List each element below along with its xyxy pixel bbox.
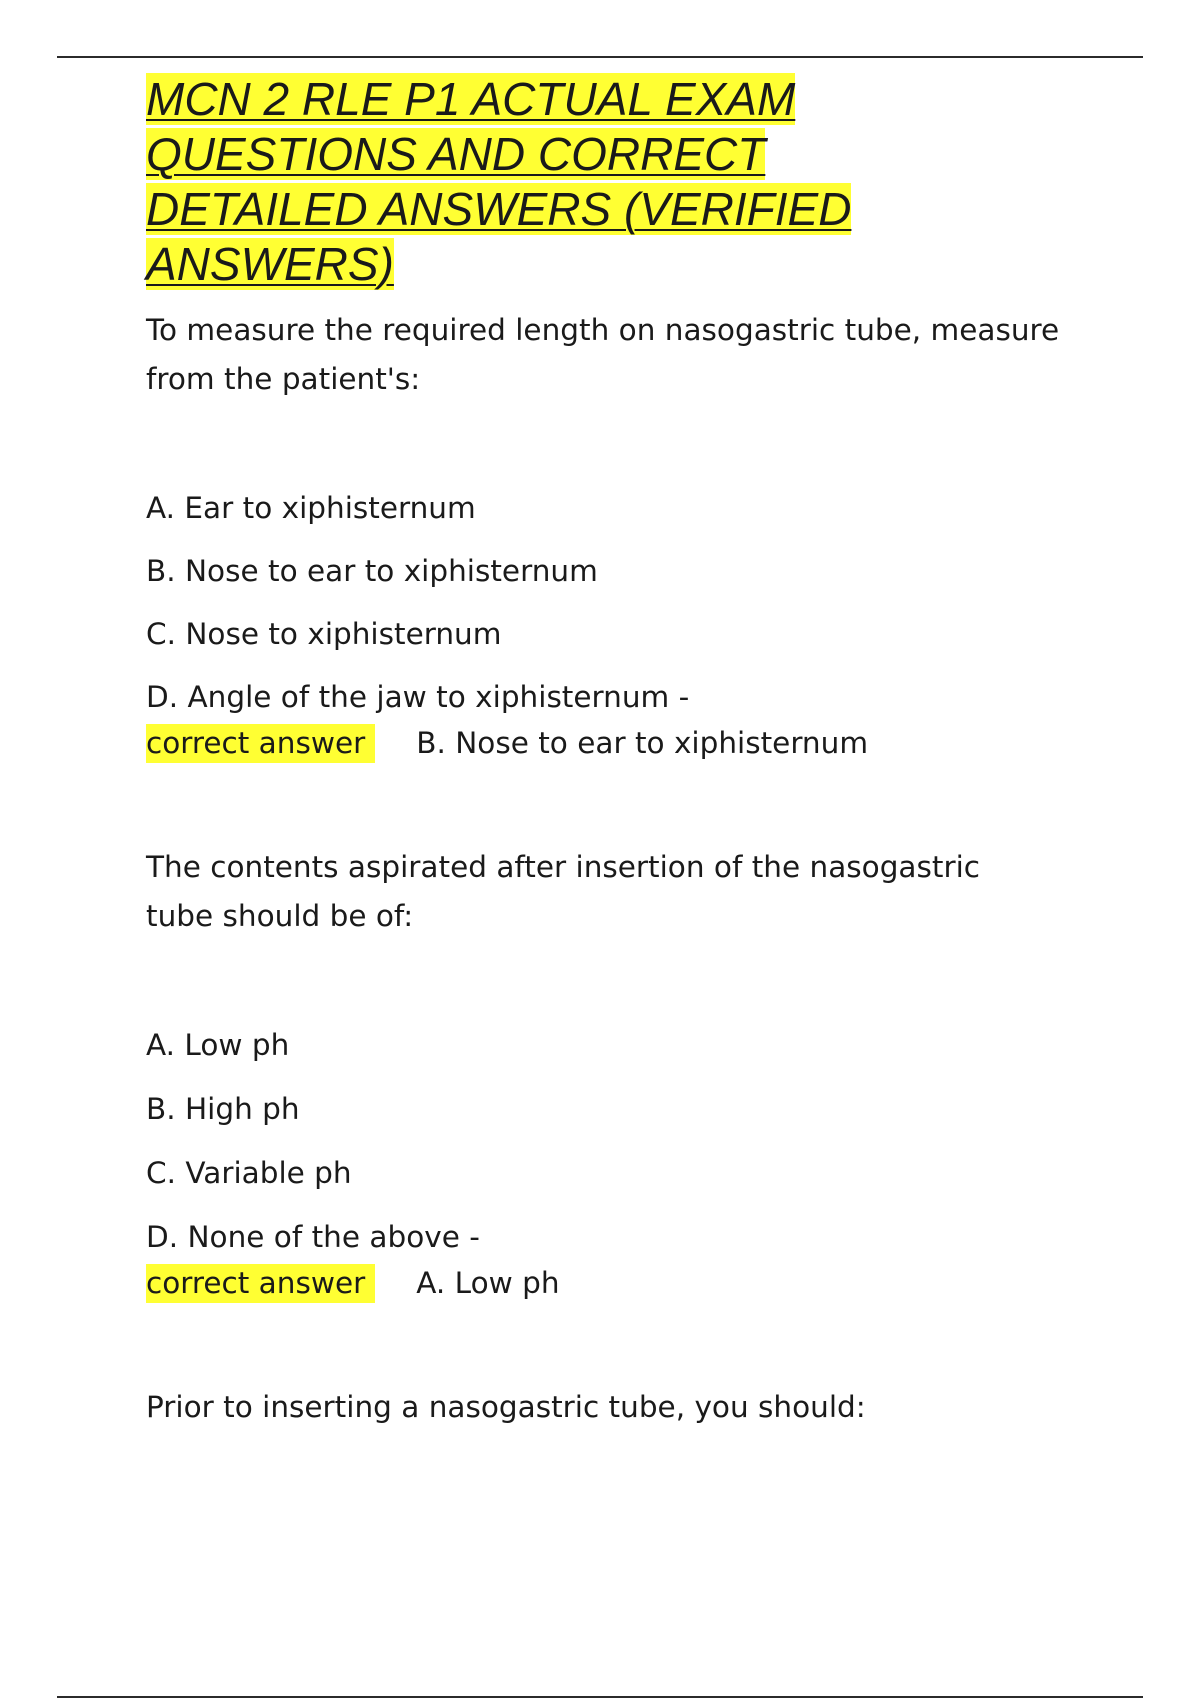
bottom-rule xyxy=(57,1696,1143,1698)
question-1-text: To measure the required length on nasogastric tube, measure from the patient's: xyxy=(146,313,1060,396)
title-line: MCN 2 RLE P1 ACTUAL EXAM xyxy=(146,73,796,125)
option-c: C. Nose to xiphisternum xyxy=(146,617,502,651)
option-a: A. Low ph xyxy=(146,1028,290,1062)
correct-answer-value: A. Low ph xyxy=(416,1266,560,1300)
correct-answer-value: B. Nose to ear to xiphisternum xyxy=(416,726,869,760)
option-d: D. None of the above - xyxy=(146,1220,480,1254)
question-2-text: The contents aspirated after insertion of the nasogastric tube should be of: xyxy=(146,850,980,933)
document-title xyxy=(146,72,1106,292)
question-2-answer xyxy=(146,1264,1106,1303)
question-1-answer xyxy=(146,724,1106,763)
option-d: D. Angle of the jaw to xiphisternum - xyxy=(146,680,690,714)
option-b: B. High ph xyxy=(146,1092,300,1126)
option-c: C. Variable ph xyxy=(146,1156,352,1190)
top-rule xyxy=(57,56,1143,58)
title-line: ANSWERS) xyxy=(146,238,394,290)
question-1-options xyxy=(146,489,1106,717)
correct-answer-label: correct answer xyxy=(146,724,375,763)
option-b: B. Nose to ear to xiphisternum xyxy=(146,554,598,588)
question-2-options xyxy=(146,1026,1106,1257)
option-a: A. Ear to xiphisternum xyxy=(146,491,476,525)
correct-answer-label: correct answer xyxy=(146,1264,375,1303)
document-body xyxy=(146,72,1106,1432)
question-3-text: Prior to inserting a nasogastric tube, you should: xyxy=(146,1390,866,1424)
title-line: QUESTIONS AND CORRECT xyxy=(146,128,766,180)
title-line: DETAILED ANSWERS (VERIFIED xyxy=(146,183,852,235)
